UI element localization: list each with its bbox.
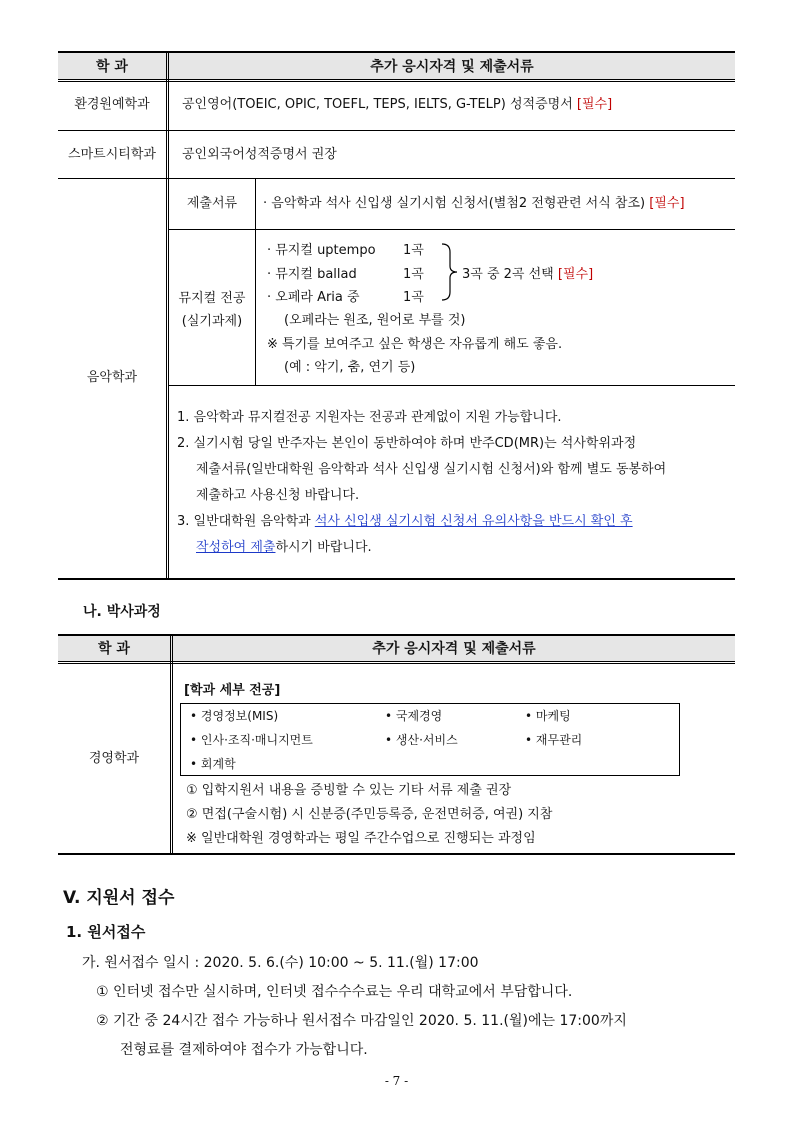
song-1: · 뮤지컬 uptempo <box>267 243 376 258</box>
song-3: · 오페라 Aria 중 <box>267 290 360 305</box>
phd-note-1: ① 입학지원서 내용을 증빙할 수 있는 기타 서류 제출 권장 <box>186 783 512 798</box>
music-note-2c: 제출하고 사용신청 바랍니다. <box>196 488 360 503</box>
smart-city-req: 공인외국어성적증명서 권장 <box>182 147 337 162</box>
major-finance: • 재무관리 <box>525 733 583 747</box>
page-number: - 7 - <box>384 1074 409 1088</box>
application-period: 가. 원서접수 일시 : 2020. 5. 6.(수) 10:00 ~ 5. 11.(월) 17:00 <box>82 955 479 971</box>
phd-note-3: ※ 일반대학원 경영학과는 평일 주간수업으로 진행되는 과정임 <box>186 831 536 846</box>
music-note-3a: 3. 일반대학원 음악학과 석사 신입생 실기시험 신청서 유의사항을 반드시 확인 후 <box>177 514 633 529</box>
env-horticulture-req: 공인영어(TOEIC, OPIC, TOEFL, TEPS, IELTS, G-TELP) 성적증명서 [필수] <box>182 97 613 112</box>
major-marketing: • 마케팅 <box>525 709 571 723</box>
phd-title: 나. 박사과정 <box>83 604 161 620</box>
header-requirements: 추가 응시자격 및 제출서류 <box>370 59 534 75</box>
detail-title: [학과 세부 전공] <box>184 683 281 698</box>
dept-music: 음악학과 <box>86 370 138 385</box>
phd-note-2: ② 면접(구술시험) 시 신분증(주민등록증, 운전면허증, 여권) 지참 <box>186 807 553 822</box>
major-intl: • 국제경영 <box>385 709 443 723</box>
music-note-1: 1. 음악학과 뮤지컬전공 지원자는 전공과 관계없이 지원 가능합니다. <box>177 410 562 425</box>
para-2b: 전형료를 결제하여야 접수가 가능합니다. <box>120 1042 368 1058</box>
music-note-2b: 제출서류(일반대학원 음악학과 석사 신입생 실기시험 신청서)와 함께 별도 동봉하여 <box>196 462 667 477</box>
song-2-count: 1곡 <box>403 267 424 282</box>
section-sub: 1. 원서접수 <box>66 923 146 941</box>
major-label: 뮤지컬 전공 <box>178 291 246 306</box>
music-note-2a: 2. 실기시험 당일 반주자는 본인이 동반하여야 하며 반주CD(MR)는 석사학위과정 <box>177 436 637 451</box>
major-production: • 생산·서비스 <box>385 733 458 747</box>
section-title: V. 지원서 접수 <box>63 888 175 908</box>
song-1-count: 1곡 <box>403 243 424 258</box>
choose-text: 3곡 중 2곡 선택 [필수] <box>462 267 594 282</box>
dept-business: 경영학과 <box>88 751 140 766</box>
major-accounting: • 회계학 <box>190 757 236 771</box>
right-brace-icon <box>440 240 460 304</box>
dept-smart-city: 스마트시티학과 <box>68 147 156 162</box>
song-2: · 뮤지컬 ballad <box>267 267 357 282</box>
special-example: (예 : 악기, 춤, 연기 등) <box>284 360 416 375</box>
opera-note: (오페라는 원조, 원어로 부를 것) <box>284 313 466 328</box>
music-note-3b: 작성하여 제출하시기 바랍니다. <box>196 540 372 555</box>
phd-header-requirements: 추가 응시자격 및 제출서류 <box>372 641 536 657</box>
major-hr: • 인사·조직·매니지먼트 <box>190 733 313 747</box>
para-2a: ② 기간 중 24시간 접수 가능하나 원서접수 마감일인 2020. 5. 11.(월)에는 17:00까지 <box>96 1013 627 1029</box>
docs-label: 제출서류 <box>186 196 238 211</box>
dept-env-horticulture: 환경원예학과 <box>74 97 150 112</box>
phd-header-dept: 학 과 <box>98 641 130 657</box>
notice-link[interactable]: 석사 신입생 실기시험 신청서 유의사항을 반드시 확인 후 <box>314 514 633 529</box>
major-label-sub: (실기과제) <box>181 314 243 329</box>
header-dept: 학 과 <box>96 59 128 75</box>
notice-link-cont[interactable]: 작성하여 제출 <box>196 540 276 555</box>
docs-text: · 음악학과 석사 신입생 실기시험 신청서(별첨2 전형관련 서식 참조) [필수] <box>263 196 685 211</box>
special-note: ※ 특기를 보여주고 싶은 학생은 자유롭게 해도 좋음. <box>267 337 563 352</box>
song-3-count: 1곡 <box>403 290 424 305</box>
major-mis: • 경영정보(MIS) <box>190 709 279 723</box>
para-1: ① 인터넷 접수만 실시하며, 인터넷 접수수수료는 우리 대학교에서 부담합니다. <box>96 984 573 1000</box>
